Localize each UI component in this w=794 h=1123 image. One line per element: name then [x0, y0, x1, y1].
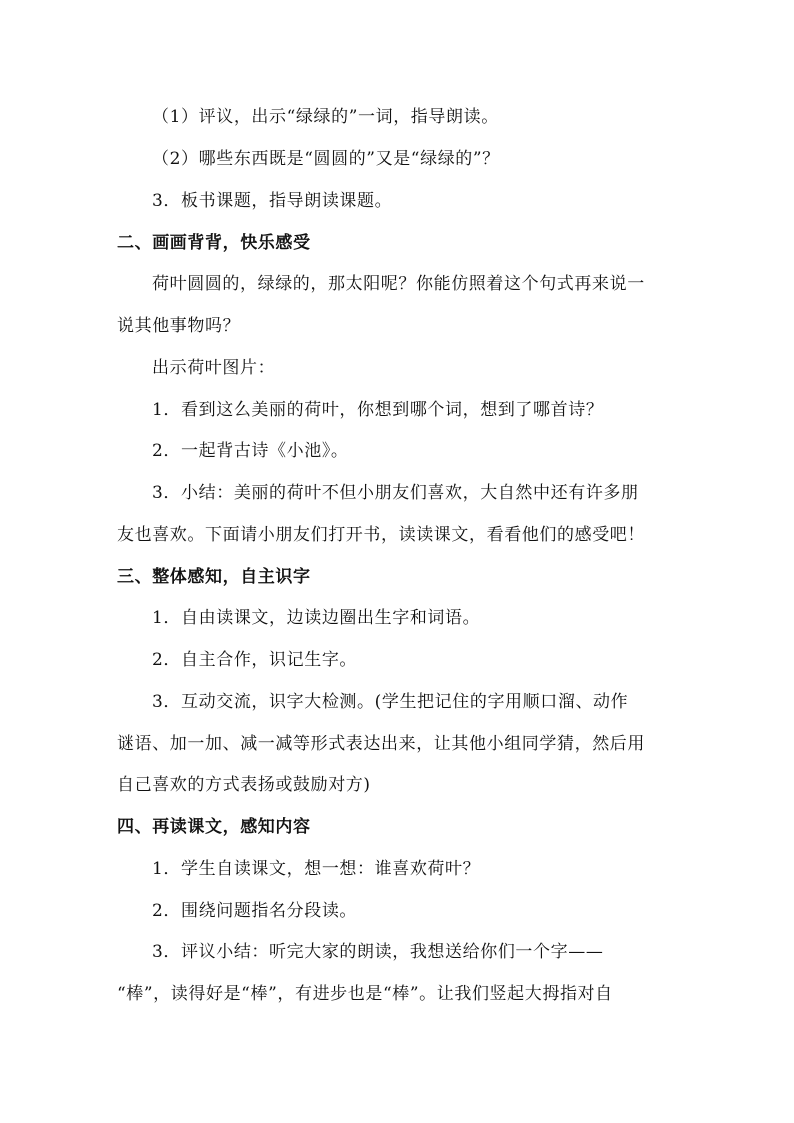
list-item: 1．自由读课文，边读边圈出生字和词语。 — [152, 608, 481, 628]
paragraph-line: “棒”，读得好是“棒”，有进步也是“棒”。让我们竖起大拇指对自 — [117, 984, 613, 1004]
section-heading-2: 二、画画背背，快乐感受 — [117, 233, 311, 253]
list-item: 2．一起背古诗《小池》。 — [152, 441, 349, 461]
list-item: 1．看到这么美丽的荷叶，你想到哪个词，想到了哪首诗？ — [152, 400, 604, 420]
section-heading-3: 三、整体感知，自主识字 — [117, 567, 311, 587]
list-item: 2．围绕问题指名分段读。 — [152, 901, 358, 921]
section-heading-4: 四、再读课文，感知内容 — [117, 817, 311, 837]
list-item: 1．学生自读课文，想一想：谁喜欢荷叶？ — [152, 859, 481, 879]
list-item: 3．小结：美丽的荷叶不但小朋友们喜欢，大自然中还有许多朋 — [152, 483, 639, 503]
step-1-review: （1）评议，出示“绿绿的”一词，指导朗读。 — [152, 107, 499, 127]
list-item: 3．评议小结：听完大家的朗读，我想送给你们一个字—— — [152, 942, 604, 962]
paragraph-line: 说其他事物吗？ — [117, 316, 241, 336]
paragraph-line: 自己喜欢的方式表扬或鼓励对方) — [117, 775, 371, 795]
paragraph-line: 友也喜欢。下面请小朋友们打开书，读读课文，看看他们的感受吧！ — [117, 525, 645, 545]
list-item: 3．互动交流，识字大检测。(学生把记住的字用顺口溜、动作 — [152, 692, 629, 712]
list-item: 2．自主合作，识记生字。 — [152, 650, 358, 670]
paragraph-line: 出示荷叶图片： — [152, 358, 276, 378]
paragraph-line: 荷叶圆圆的，绿绿的，那太阳呢？你能仿照着这个句式再来说一 — [152, 274, 645, 294]
step-3-title: 3．板书课题，指导朗读课题。 — [152, 191, 393, 211]
paragraph-line: 谜语、加一加、减一减等形式表达出来，让其他小组同学猜，然后用 — [117, 734, 645, 754]
step-2-question: （2）哪些东西既是“圆圆的”又是“绿绿的”？ — [152, 149, 500, 169]
